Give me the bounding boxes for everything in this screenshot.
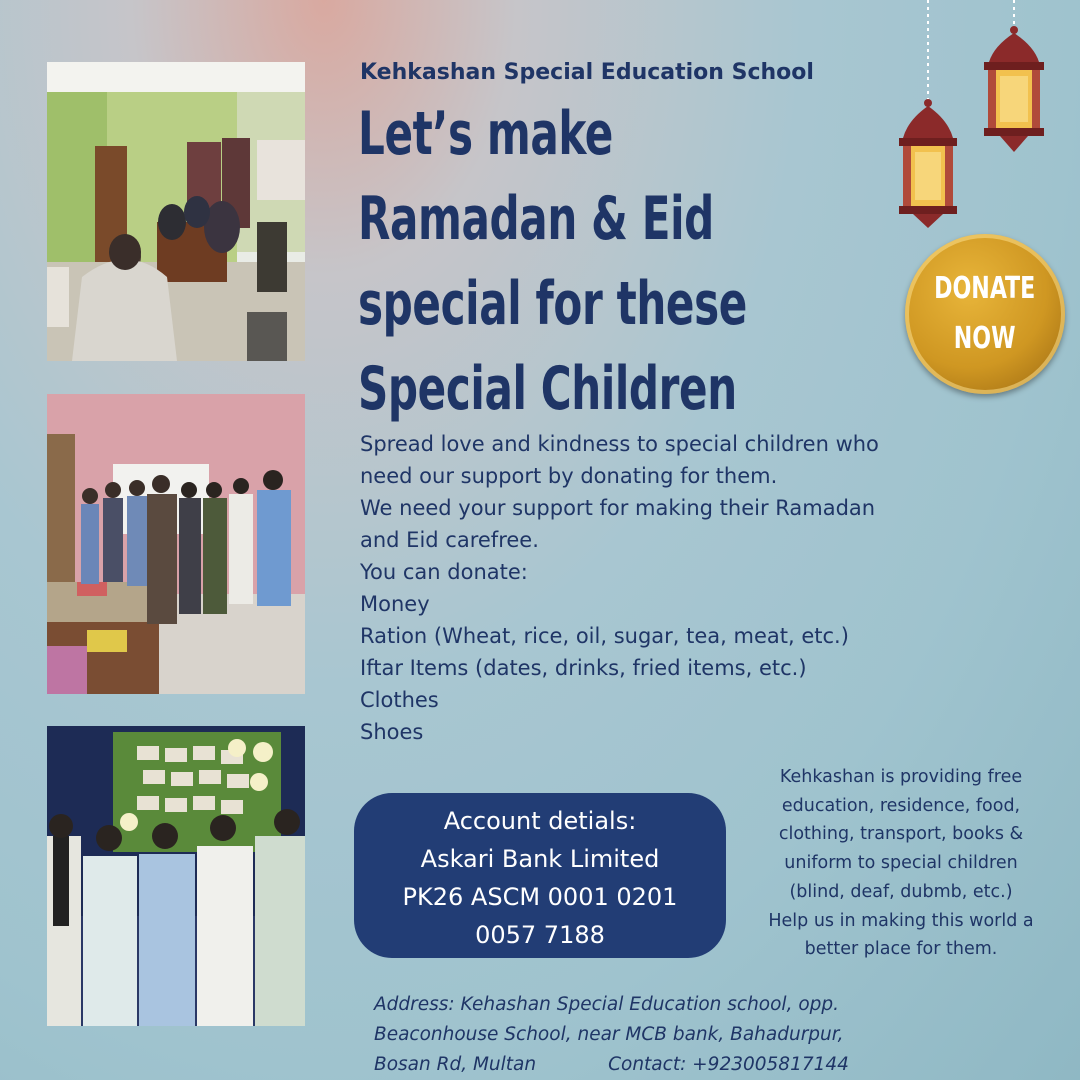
donation-item: Iftar Items (dates, drinks, fried items, etc.): [360, 656, 807, 680]
lantern-decoration-right: [978, 0, 1050, 160]
bank-name: Askari Bank Limited: [420, 844, 660, 873]
appeal-text: [360, 428, 960, 748]
contact-number: Contact: +923005817144: [608, 1054, 849, 1075]
donation-item: Clothes: [360, 688, 439, 712]
donation-item: Shoes: [360, 720, 424, 744]
lantern-decoration-left: [893, 0, 963, 235]
about-line: Help us in making this world a: [768, 910, 1034, 931]
account-number-line-1: PK26 ASCM 0001 0201: [402, 882, 678, 911]
appeal-line: and Eid carefree.: [360, 528, 539, 552]
headline: [358, 92, 878, 432]
headline-line-1: Let’s make: [358, 99, 613, 169]
about-line: education, residence, food,: [781, 795, 1021, 816]
address-city: Bosan Rd, Multan: [374, 1054, 537, 1075]
donate-intro: You can donate:: [360, 560, 528, 584]
appeal-line: Spread love and kindness to special children who: [360, 432, 879, 456]
students-group-photo: [47, 394, 305, 694]
address-line: Beaconhouse School, near MCB bank, Bahadurpur,: [374, 1024, 844, 1045]
address-block: [374, 990, 994, 1080]
donation-item: Ration (Wheat, rice, oil, sugar, tea, meat, etc.): [360, 624, 849, 648]
now-label: NOW: [954, 321, 1016, 356]
about-line: better place for them.: [804, 939, 998, 960]
about-line: (blind, deaf, dubmb, etc.): [789, 881, 1013, 902]
about-line: clothing, transport, books &: [778, 824, 1024, 845]
office-meeting-photo: [47, 62, 305, 361]
account-details-box: [354, 793, 726, 958]
about-text: [736, 763, 1066, 964]
headline-line-2: Ramadan & Eid: [358, 184, 714, 254]
about-line: Kehkashan is providing free: [779, 767, 1023, 787]
headline-line-3: special for these: [358, 269, 747, 339]
appeal-line: We need your support for making their Ramadan: [360, 496, 876, 520]
about-line: uniform to special children: [784, 853, 1018, 874]
appeal-line: need our support by donating for them.: [360, 464, 778, 488]
account-title: Account detials:: [443, 806, 637, 835]
address-line-last: [374, 1050, 994, 1080]
students-board-photo: [47, 726, 305, 1026]
address-line: Address: Kehashan Special Education school, opp.: [374, 994, 840, 1015]
headline-line-4: Special Children: [358, 354, 737, 424]
donate-label: DONATE: [934, 271, 1036, 306]
account-number-line-2: 0057 7188: [475, 920, 605, 949]
donation-item: Money: [360, 592, 430, 616]
school-name: Kehkashan Special Education School: [360, 60, 814, 85]
donate-now-button[interactable]: [905, 234, 1065, 394]
